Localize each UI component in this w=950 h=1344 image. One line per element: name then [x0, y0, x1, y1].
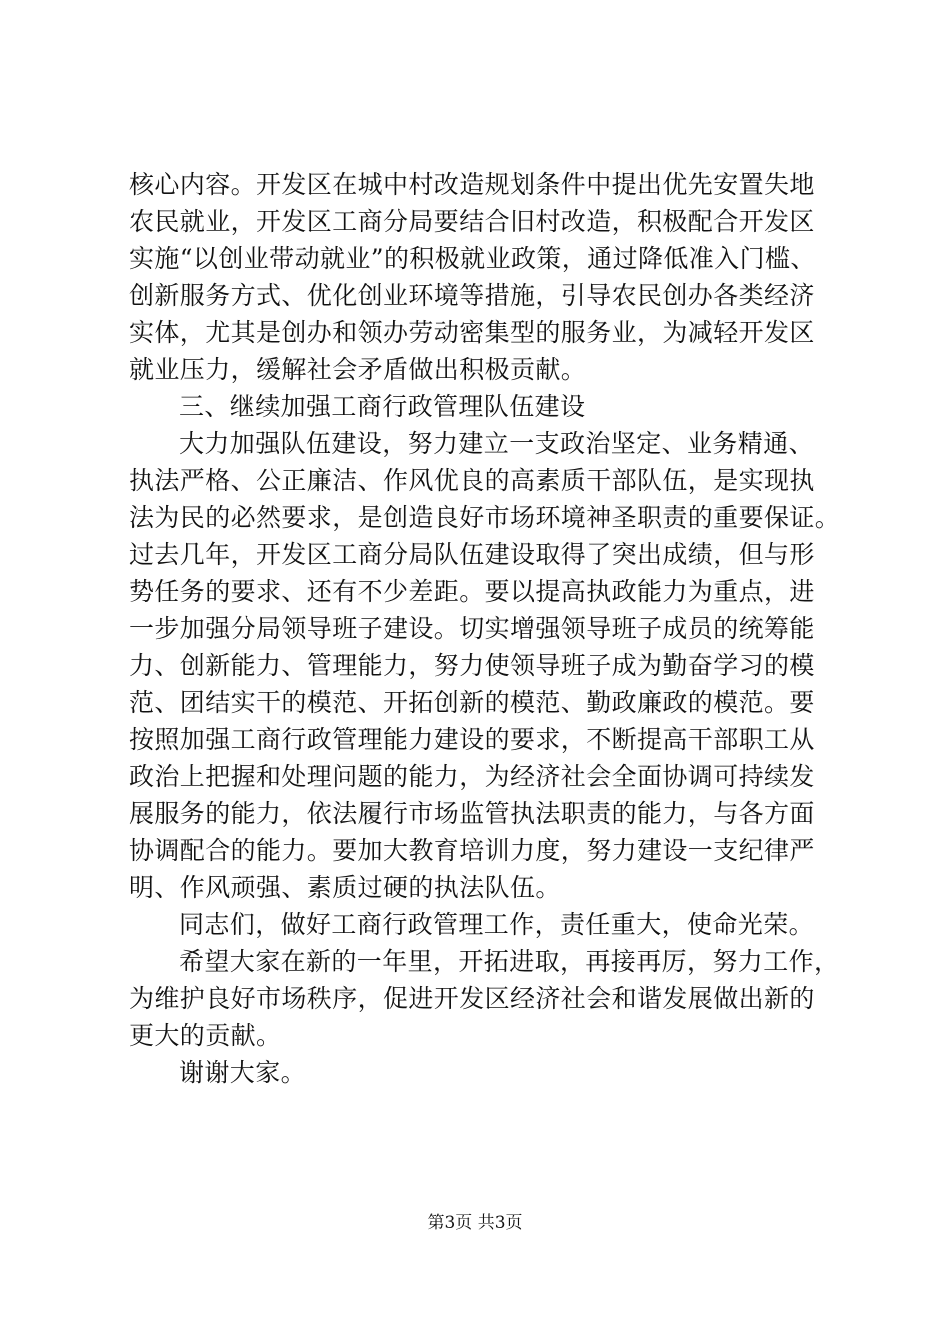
paragraph-line: 大力加强队伍建设，努力建立一支政治坚定、业务精通、 — [179, 429, 815, 458]
paragraph-line: 政治上把握和处理问题的能力，为经济社会全面协调可持续发 — [129, 762, 815, 791]
page-number-footer: 第3页 共3页 — [427, 1213, 523, 1233]
paragraph-line: 势任务的要求、还有不少差距。要以提高执政能力为重点，进 — [129, 577, 815, 606]
paragraph-line: 同志们，做好工商行政管理工作，责任重大，使命光荣。 — [179, 910, 815, 939]
section-heading: 三、继续加强工商行政管理队伍建设 — [179, 392, 586, 421]
paragraph-line: 更大的贡献。 — [129, 1021, 282, 1050]
paragraph-line: 执法严格、公正廉洁、作风优良的高素质干部队伍，是实现执 — [129, 466, 815, 495]
paragraph-line: 实施“以创业带动就业”的积极就业政策，通过降低准入门槛、 — [129, 244, 816, 273]
paragraph-line: 法为民的必然要求，是创造良好市场环境神圣职责的重要保证。 — [129, 503, 841, 532]
paragraph-line: 核心内容。开发区在城中村改造规划条件中提出优先安置失地 — [129, 170, 815, 199]
closing-line: 谢谢大家。 — [179, 1058, 307, 1087]
paragraph-line: 创新服务方式、优化创业环境等措施，引导农民创办各类经济 — [129, 281, 815, 310]
paragraph-line: 实体，尤其是创办和领办劳动密集型的服务业，为减轻开发区 — [129, 318, 815, 347]
paragraph-line: 力、创新能力、管理能力，努力使领导班子成为勤奋学习的模 — [129, 651, 815, 680]
paragraph-line: 为维护良好市场秩序，促进开发区经济社会和谐发展做出新的 — [129, 984, 815, 1013]
paragraph-line: 就业压力，缓解社会矛盾做出积极贡献。 — [129, 355, 587, 384]
paragraph-line: 展服务的能力，依法履行市场监管执法职责的能力，与各方面 — [129, 799, 815, 828]
paragraph-line: 一步加强分局领导班子建设。切实增强领导班子成员的统筹能 — [129, 614, 815, 643]
paragraph-line: 协调配合的能力。要加大教育培训力度，努力建设一支纪律严 — [129, 836, 815, 865]
paragraph-line: 按照加强工商行政管理能力建设的要求，不断提高干部职工从 — [129, 725, 815, 754]
paragraph-line: 农民就业，开发区工商分局要结合旧村改造，积极配合开发区 — [129, 207, 815, 236]
paragraph-line: 范、团结实干的模范、开拓创新的模范、勤政廉政的模范。要 — [129, 688, 815, 717]
paragraph-line: 希望大家在新的一年里，开拓进取，再接再厉，努力工作， — [179, 947, 840, 976]
paragraph-line: 明、作风顽强、素质过硬的执法队伍。 — [129, 873, 561, 902]
paragraph-line: 过去几年，开发区工商分局队伍建设取得了突出成绩，但与形 — [129, 540, 815, 569]
